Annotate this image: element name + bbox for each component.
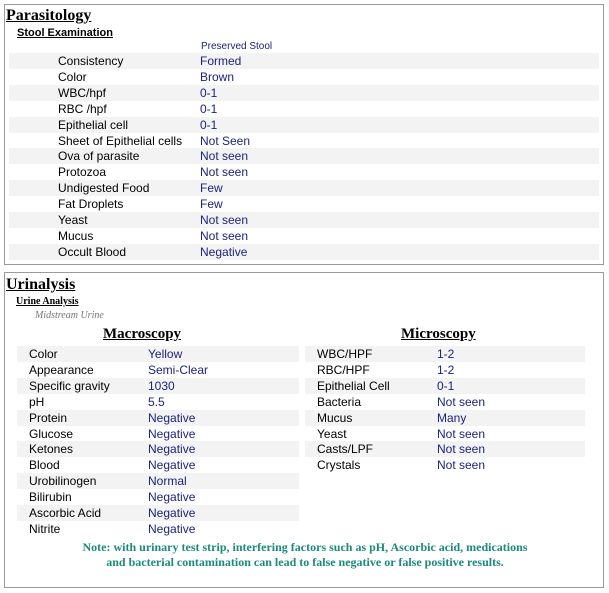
result-value: Many [437, 410, 467, 425]
macroscopy-row [17, 489, 299, 505]
result-value: Yellow [148, 347, 183, 361]
result-value: Not seen [200, 228, 249, 243]
stool-row [9, 117, 599, 133]
microscopy-heading: Microscopy [401, 326, 476, 342]
macroscopy-row [17, 473, 299, 489]
result-value: Not seen [437, 426, 486, 441]
result-value: Negative [200, 244, 248, 259]
result-value: Brown [200, 69, 235, 84]
macroscopy-row [17, 426, 299, 442]
result-value: Not seen [437, 458, 486, 473]
stool-row [9, 133, 599, 149]
stool-row [9, 164, 599, 180]
result-label: Consistency [58, 54, 124, 68]
macroscopy-heading: Macroscopy [103, 326, 182, 342]
stool-row [9, 180, 599, 196]
result-value: Not seen [200, 213, 249, 227]
stool-row [9, 85, 599, 101]
result-value: Few [200, 181, 223, 196]
result-value: Formed [200, 54, 242, 68]
result-value: Not Seen [200, 133, 251, 148]
microscopy-row [305, 441, 585, 457]
result-value: Negative [148, 521, 196, 536]
result-value: 1030 [148, 378, 175, 393]
stool-row [9, 196, 599, 212]
result-label: Blood [29, 458, 60, 473]
microscopy-row [305, 410, 585, 426]
microscopy-row [305, 426, 585, 442]
parasitology-title: Parasitology [6, 7, 92, 24]
macroscopy-row [17, 346, 299, 362]
result-label: Protozoa [58, 165, 107, 180]
result-value: 0-1 [437, 378, 455, 393]
result-label: Epithelial Cell [317, 378, 390, 393]
result-label: Yeast [58, 213, 88, 227]
preserved-stool-header: Preserved Stool [201, 41, 273, 52]
result-label: WBC/HPF [317, 347, 373, 361]
result-label: WBC/hpf [58, 85, 107, 100]
result-label: Bilirubin [29, 490, 72, 505]
macroscopy-row [17, 394, 299, 410]
stool-row [9, 69, 599, 85]
result-value: Negative [148, 426, 196, 441]
result-label: Ketones [29, 442, 74, 457]
result-label: Casts/LPF [317, 442, 374, 457]
stool-row [9, 101, 599, 117]
macroscopy-row [17, 505, 299, 521]
macroscopy-row [17, 362, 299, 378]
result-value: Negative [148, 458, 196, 473]
urinalysis-note: Note: with urinary test strip, interfering factors such as pH, Ascorbic acid, medications and bacterial contamination can lead to false negative or false positive results. [82, 540, 528, 569]
microscopy-row [305, 378, 585, 394]
stool-row [9, 53, 599, 69]
result-label: pH [29, 394, 45, 409]
result-label: Yeast [317, 426, 347, 441]
stool-examination-subtitle: Stool Examination [17, 27, 113, 39]
microscopy-row [305, 457, 585, 473]
urinalysis-title: Urinalysis [6, 276, 76, 293]
result-label: Bacteria [317, 394, 362, 409]
result-label: Mucus [58, 228, 94, 243]
macroscopy-row [17, 521, 299, 537]
result-value: Not seen [200, 149, 249, 164]
result-value: Negative [148, 410, 196, 425]
result-value: Negative [148, 442, 196, 457]
result-value: Not seen [437, 442, 486, 457]
result-label: Epithelial cell [58, 117, 129, 132]
result-value: 1-2 [437, 347, 455, 361]
macroscopy-row [17, 441, 299, 457]
result-value: 0-1 [200, 101, 218, 116]
macroscopy-row [17, 457, 299, 473]
result-label: Nitrite [29, 521, 61, 536]
result-label: Urobilinogen [29, 474, 97, 489]
macroscopy-row [17, 410, 299, 426]
result-value: Few [200, 197, 223, 212]
microscopy-row [305, 362, 585, 378]
result-label: Undigested Food [58, 181, 150, 196]
result-label: Fat Droplets [58, 197, 124, 212]
parasitology-panel [4, 4, 604, 265]
result-value: Not seen [200, 165, 249, 180]
stool-row [9, 228, 599, 244]
result-label: Ova of parasite [58, 149, 140, 164]
urine-analysis-subtitle: Urine Analysis [16, 296, 79, 307]
result-label: Occult Blood [58, 244, 127, 259]
stool-row [9, 212, 599, 228]
result-label: Ascorbic Acid [29, 506, 102, 520]
result-value: 0-1 [200, 85, 218, 100]
result-label: Appearance [29, 362, 94, 377]
result-label: Mucus [317, 410, 353, 425]
sample-type: Midstream Urine [35, 310, 104, 321]
microscopy-row [305, 394, 585, 410]
result-label: RBC /hpf [58, 101, 107, 116]
result-label: Crystals [317, 458, 361, 473]
result-label: Color [58, 69, 87, 84]
result-value: Normal [148, 474, 187, 489]
macroscopy-row [17, 378, 299, 394]
result-value: Not seen [437, 394, 486, 409]
result-value: Negative [148, 506, 196, 520]
result-value: Negative [148, 490, 196, 505]
result-label: Sheet of Epithelial cells [58, 133, 183, 148]
result-value: 0-1 [200, 117, 218, 132]
result-label: RBC/HPF [317, 362, 370, 377]
result-value: 5.5 [148, 394, 165, 409]
result-label: Color [29, 347, 58, 361]
microscopy-row [305, 346, 585, 362]
result-label: Protein [29, 410, 68, 425]
stool-row [9, 244, 599, 260]
result-value: 1-2 [437, 362, 455, 377]
result-label: Specific gravity [29, 378, 110, 393]
result-value: Semi-Clear [148, 362, 209, 377]
result-label: Glucose [29, 426, 74, 441]
stool-row [9, 148, 599, 164]
